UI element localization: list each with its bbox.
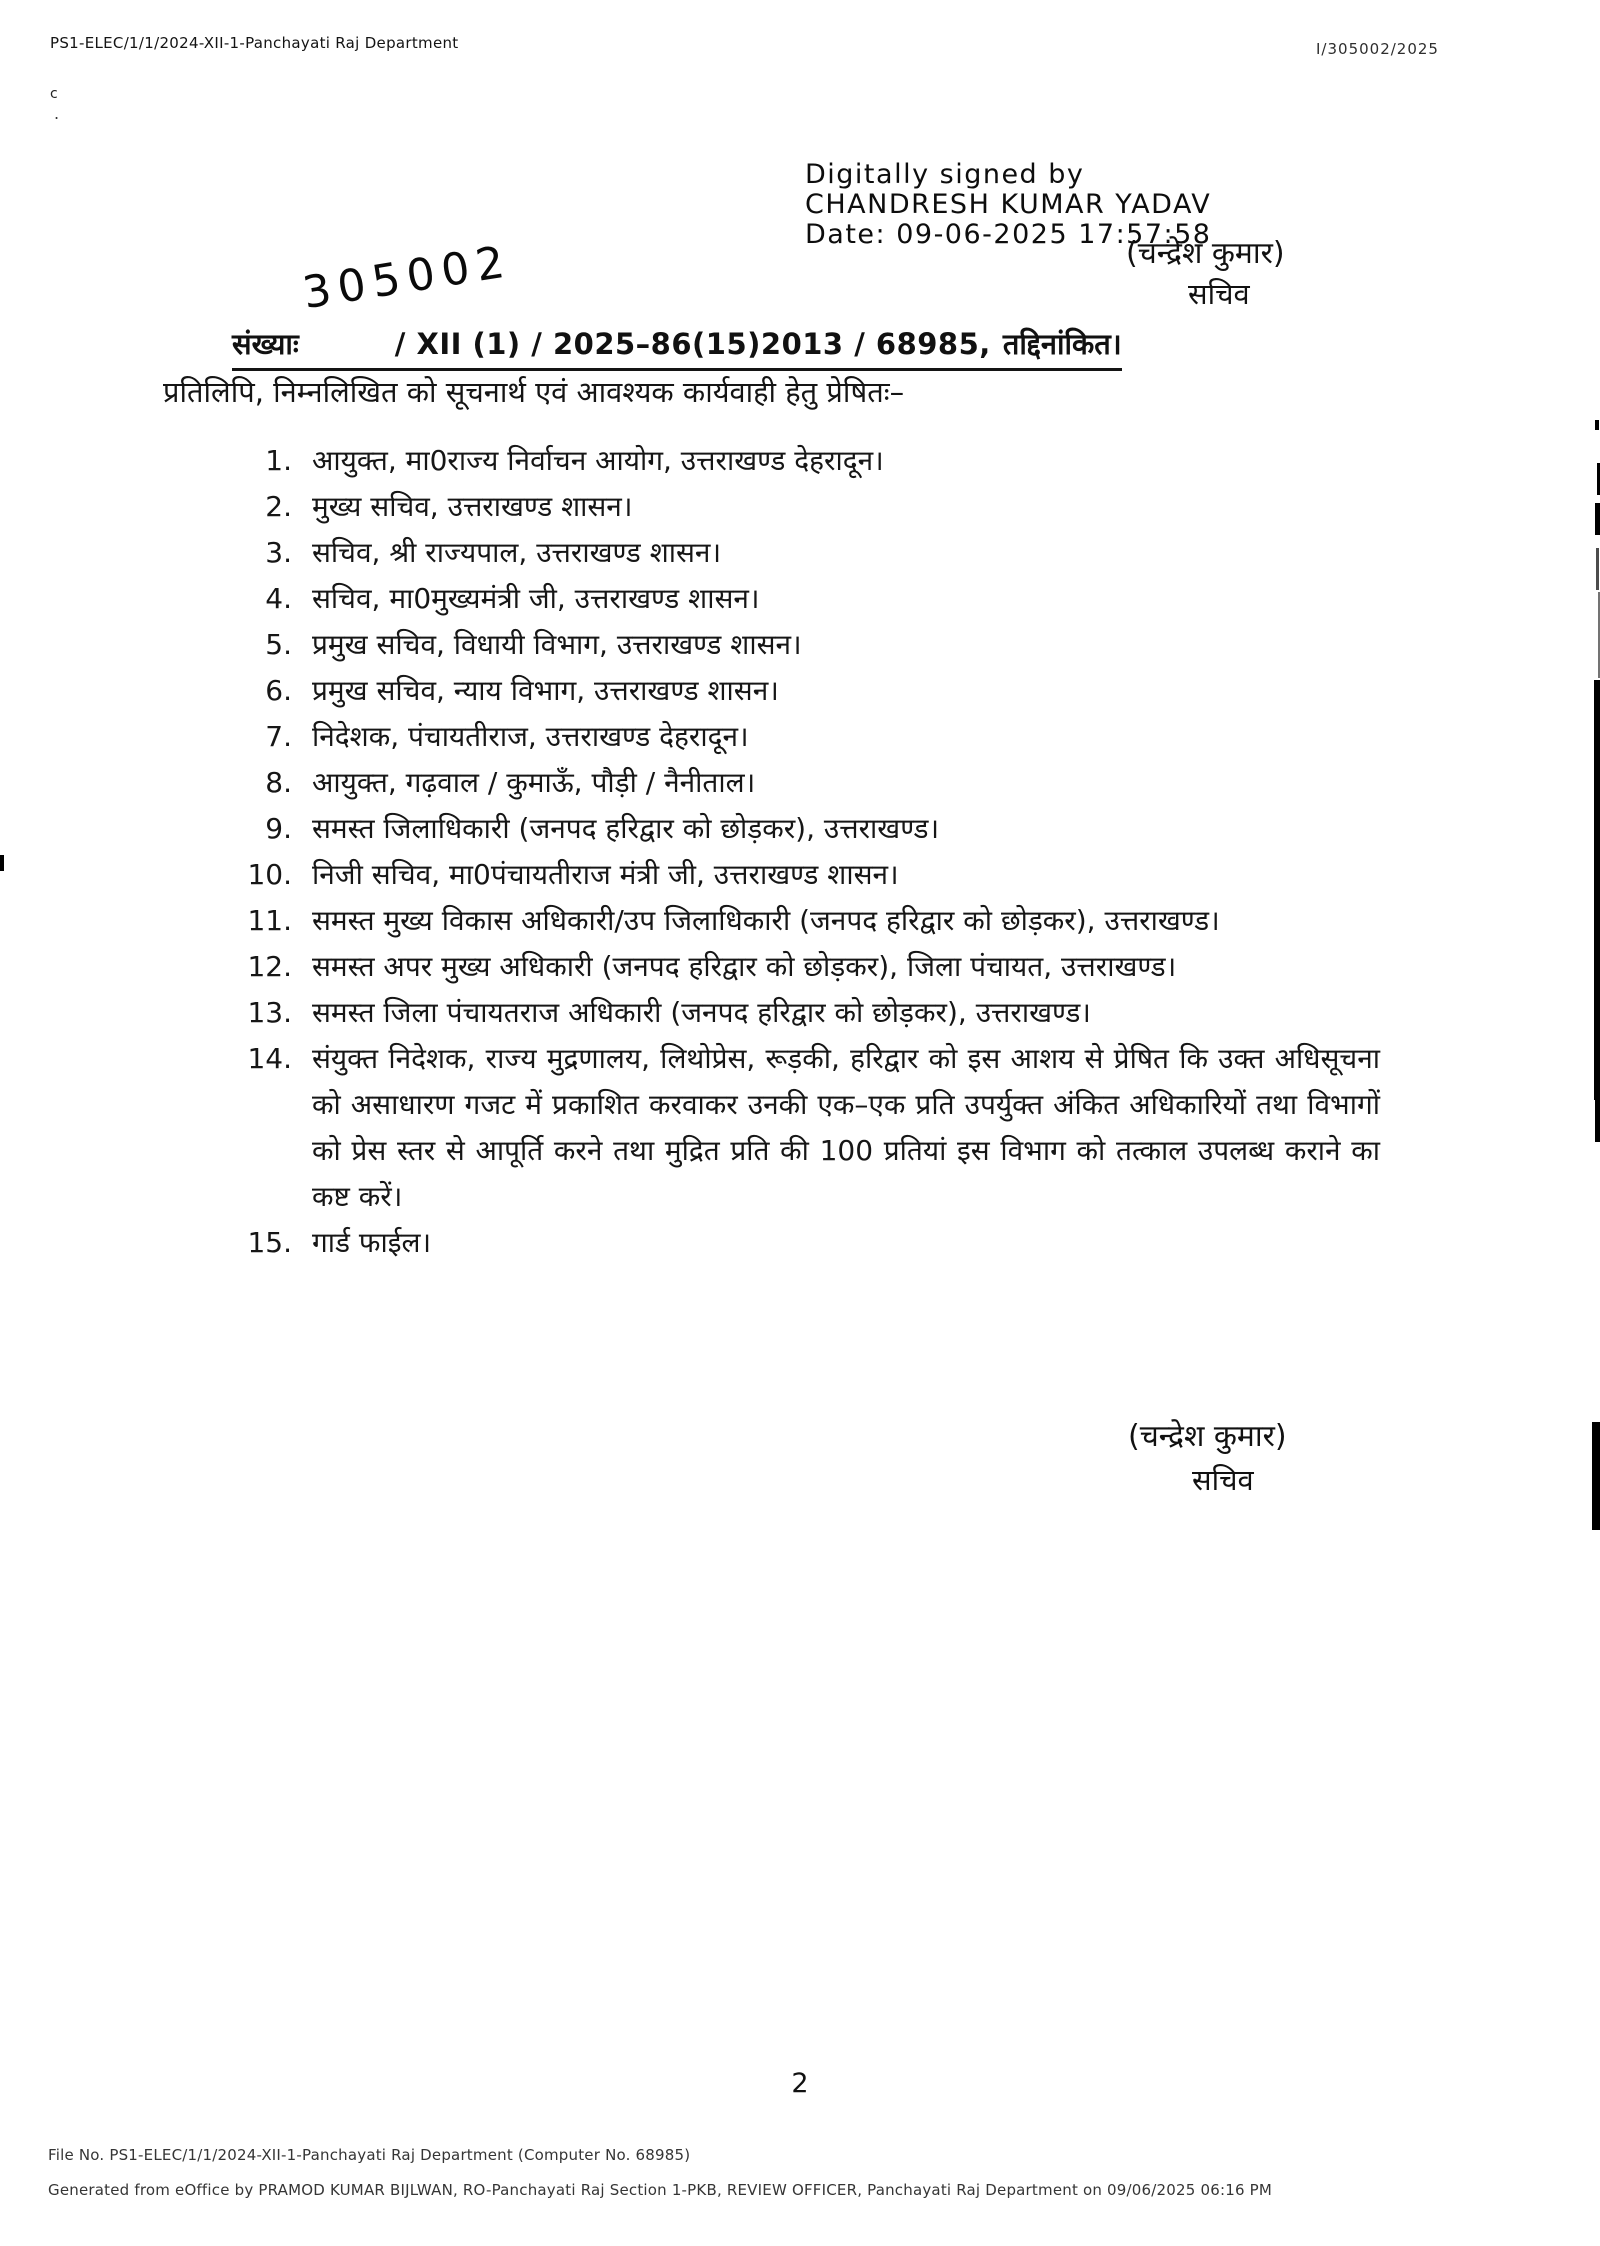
item-text: गार्ड फाईल। [312, 1226, 432, 1259]
item-number: 2. [265, 490, 292, 523]
item-number: 8. [265, 766, 292, 799]
reference-line [232, 324, 1122, 371]
distribution-item [0, 622, 1398, 668]
scan-artifact-bar [1594, 680, 1600, 1100]
closing-signer-title: सचिव [1192, 1463, 1254, 1497]
distribution-item [0, 852, 1398, 898]
item-text: आयुक्त, मा0राज्य निर्वाचन आयोग, उत्तराखण्ड देहरादून। [312, 444, 884, 477]
item-number: 7. [265, 720, 292, 753]
item-text: संयुक्त निदेशक, राज्य मुद्रणालय, लिथोप्रेस, रूड़की, हरिद्वार को इस आशय से प्रेषित कि उक्त अधिसूचना को असाधारण गजट में प्रकाशित करवाकर उनकी एक–एक प्रति उपर्युक्त अंकित अधिकारियों तथा विभागों को प्रेस स्तर से आपूर्ति करने तथा मुद्रित प्रति की 100 प्रतियां इस विभाग को तत्काल उपलब्ध कराने का कष्ट करें। [312, 1042, 1380, 1213]
distribution-item [0, 576, 1398, 622]
digital-signature-line3: Date: 09-06-2025 17:57:58 [805, 219, 1212, 250]
item-number: 6. [265, 674, 292, 707]
distribution-item [0, 484, 1398, 530]
scan-artifact-bar [1592, 1422, 1600, 1530]
item-text: मुख्य सचिव, उत्तराखण्ड शासन। [312, 490, 633, 523]
copy-forward-line: प्रतिलिपि, निम्नलिखित को सूचनार्थ एवं आवश्यक कार्यवाही हेतु प्रेषितः– [163, 375, 905, 409]
stray-mark-dot: . [54, 104, 60, 123]
file-reference: PS1-ELEC/1/1/2024-XII-1-Panchayati Raj Department [50, 34, 459, 52]
page-number: 2 [791, 2068, 809, 2099]
distribution-item [0, 438, 1398, 484]
signer-name-overlay: (चन्द्रेश कुमार) [1126, 236, 1285, 271]
distribution-item [0, 714, 1398, 760]
reference-suffix: तद्दिनांकित। [1002, 327, 1122, 361]
scan-artifact-left [0, 855, 4, 871]
item-text: समस्त जिलाधिकारी (जनपद हरिद्वार को छोड़कर), उत्तराखण्ड। [312, 812, 940, 845]
item-text: समस्त मुख्य विकास अधिकारी/उप जिलाधिकारी (जनपद हरिद्वार को छोड़कर), उत्तराखण्ड। [312, 904, 1220, 937]
distribution-list [0, 438, 1398, 1266]
distribution-item [0, 1220, 1398, 1266]
reference-number: / XII (1) / 2025–86(15)2013 / 68985, [394, 327, 991, 361]
digital-signature-line1: Digitally signed by [805, 159, 1085, 190]
item-number: 11. [247, 904, 292, 937]
item-text: सचिव, श्री राज्यपाल, उत्तराखण्ड शासन। [312, 536, 722, 569]
footer-file-line: File No. PS1-ELEC/1/1/2024-XII-1-Panchayati Raj Department (Computer No. 68985) [48, 2146, 691, 2164]
item-number: 15. [247, 1226, 292, 1259]
scan-artifact-bar [1595, 1100, 1600, 1142]
item-number: 3. [265, 536, 292, 569]
item-number: 10. [247, 858, 292, 891]
signer-title-overlay: सचिव [1188, 277, 1250, 311]
item-number: 1. [265, 444, 292, 477]
distribution-item [0, 760, 1398, 806]
item-text: समस्त जिला पंचायतराज अधिकारी (जनपद हरिद्वार को छोड़कर), उत्तराखण्ड। [312, 996, 1091, 1029]
item-text: प्रमुख सचिव, विधायी विभाग, उत्तराखण्ड शासन। [312, 628, 802, 661]
footer-generated-line: Generated from eOffice by PRAMOD KUMAR BIJLWAN, RO-Panchayati Raj Section 1-PKB, REVIEW OFFICER, Panchayati Raj Department on 09/06/2025 06:16 PM [48, 2181, 1273, 2199]
distribution-item [0, 530, 1398, 576]
item-text: प्रमुख सचिव, न्याय विभाग, उत्तराखण्ड शासन। [312, 674, 779, 707]
item-number: 12. [247, 950, 292, 983]
item-number: 13. [247, 996, 292, 1029]
document-id: I/305002/2025 [1316, 40, 1439, 58]
distribution-item [0, 668, 1398, 714]
item-number: 14. [247, 1042, 292, 1075]
distribution-item [0, 1036, 1398, 1220]
item-text: आयुक्त, गढ़वाल / कुमाऊँ, पौड़ी / नैनीताल। [312, 766, 756, 799]
stray-mark-c: c [50, 86, 58, 102]
item-text: निजी सचिव, मा0पंचायतीराज मंत्री जी, उत्तराखण्ड शासन। [312, 858, 899, 891]
item-text: निदेशक, पंचायतीराज, उत्तराखण्ड देहरादून। [312, 720, 749, 753]
digital-signature-line2: CHANDRESH KUMAR YADAV [805, 189, 1212, 220]
item-number: 4. [265, 582, 292, 615]
item-text: समस्त अपर मुख्य अधिकारी (जनपद हरिद्वार को छोड़कर), जिला पंचायत, उत्तराखण्ड। [312, 950, 1177, 983]
scan-artifact-bar [1596, 548, 1599, 590]
scan-artifact-bar [1595, 503, 1600, 535]
distribution-item [0, 944, 1398, 990]
distribution-item [0, 806, 1398, 852]
distribution-item [0, 990, 1398, 1036]
closing-signer-name: (चन्द्रेश कुमार) [1128, 1419, 1287, 1454]
reference-label: संख्याः [232, 327, 299, 361]
distribution-item [0, 898, 1398, 944]
handwritten-number: 305002 [299, 235, 515, 320]
item-text: सचिव, मा0मुख्यमंत्री जी, उत्तराखण्ड शासन। [312, 582, 760, 615]
scan-artifact-bar [1595, 420, 1599, 430]
item-number: 5. [265, 628, 292, 661]
item-number: 9. [265, 812, 292, 845]
